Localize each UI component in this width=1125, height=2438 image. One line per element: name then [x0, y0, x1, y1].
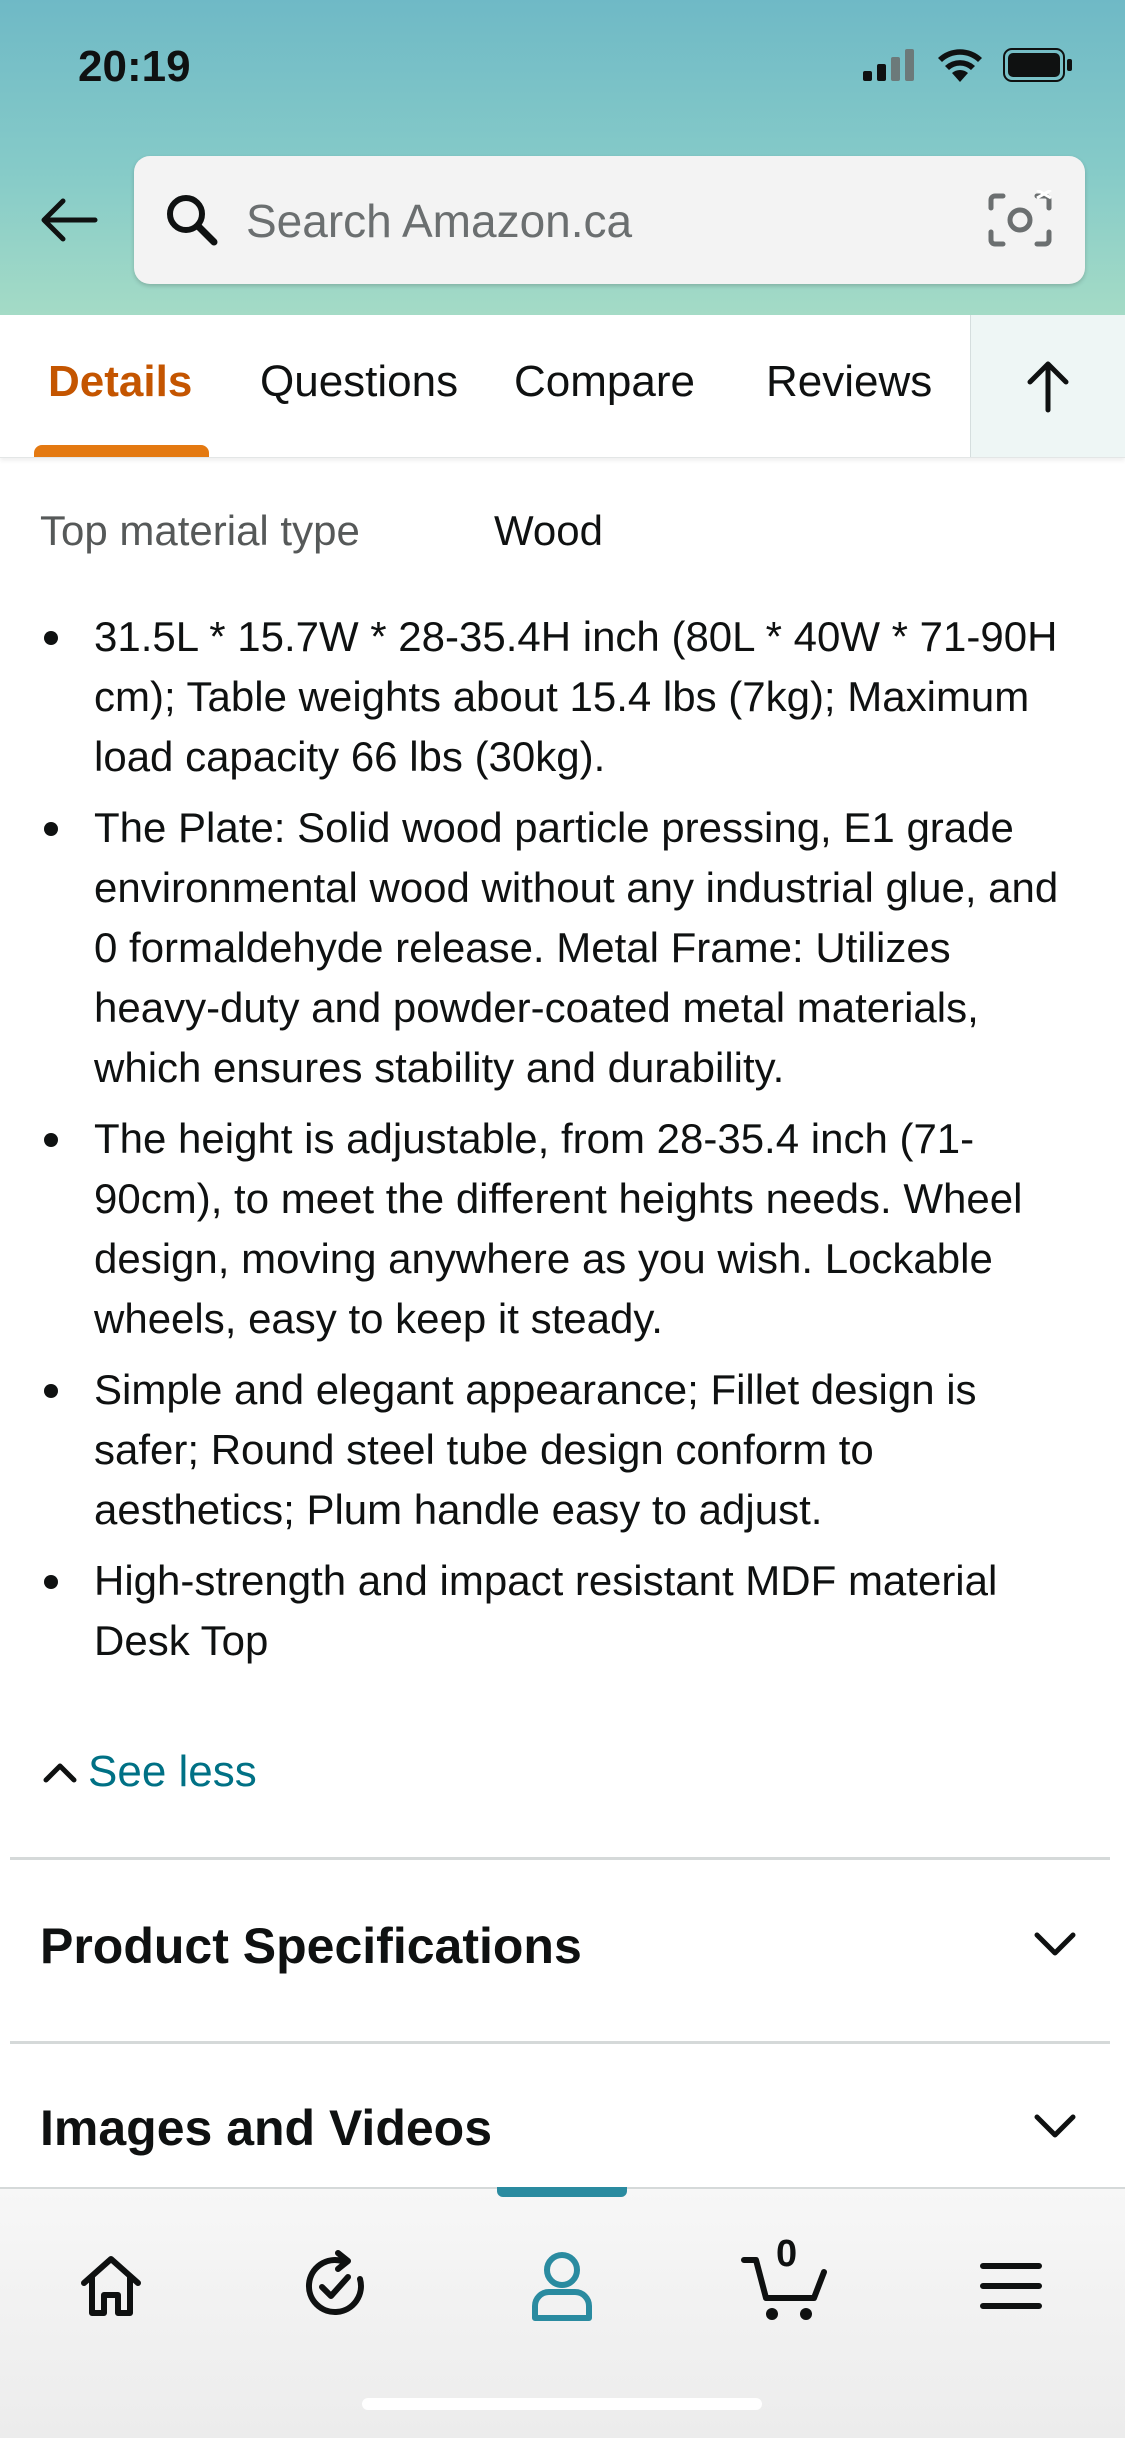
spec-value: Wood: [494, 507, 603, 554]
back-arrow-icon: [39, 196, 99, 244]
status-icons: [863, 48, 1073, 82]
section-title: Images and Videos: [40, 2100, 493, 2156]
bullet-text: The Plate: Solid wood particle pressing, E1 grade environmental wood without any industrial glue, and 0 formaldehyde release. Metal Frame: Utilizes heavy-duty and powder-coated metal materials, which ensures stability and durability.: [94, 804, 1059, 1091]
wifi-icon: [937, 48, 983, 82]
home-icon: [76, 2251, 146, 2321]
nav-cart[interactable]: [740, 2233, 830, 2331]
arrow-up-icon: [1024, 358, 1072, 414]
tab-reviews[interactable]: Reviews: [766, 357, 933, 406]
bullet-icon: [44, 1384, 58, 1398]
search-box[interactable]: [134, 156, 1085, 284]
chevron-down-icon: [1031, 2101, 1079, 2149]
see-less-link[interactable]: [40, 1747, 257, 1797]
list-item: [40, 1360, 1080, 1540]
bullet-text: High-strength and impact resistant MDF material Desk Top: [94, 1557, 998, 1664]
bullet-icon: [44, 1133, 58, 1147]
bullet-text: 31.5L * 15.7W * 28-35.4H inch (80L * 40W * 71-90H cm); Table weights about 15.4 lbs (7kg); Maximum load capacity 66 lbs (30kg).: [94, 613, 1058, 780]
nav-home[interactable]: [66, 2241, 156, 2331]
nav-menu[interactable]: [966, 2241, 1056, 2331]
active-nav-indicator: [497, 2187, 627, 2197]
nav-account[interactable]: [517, 2241, 607, 2331]
bullet-icon: [44, 822, 58, 836]
status-time: 20:19: [78, 42, 191, 91]
spec-label: Top material type: [40, 507, 360, 554]
see-less-label: See less: [88, 1747, 257, 1796]
account-icon: [527, 2248, 597, 2324]
list-item: [40, 1109, 1080, 1349]
search-input[interactable]: [244, 184, 1008, 258]
bullet-icon: [44, 631, 58, 645]
tab-compare[interactable]: Compare: [514, 357, 695, 406]
bullet-icon: [44, 1575, 58, 1589]
list-item: [40, 607, 1080, 787]
scroll-to-top-button[interactable]: [970, 315, 1125, 457]
refresh-icon: [298, 2249, 372, 2323]
nav-buy-again[interactable]: [290, 2241, 380, 2331]
section-tabs: [0, 315, 1125, 458]
section-title: Product Specifications: [40, 1918, 582, 1974]
bullet-text: The height is adjustable, from 28-35.4 inch (71-90cm), to meet the different heights needs. Wheel design, moving anywhere as you wish. Lockable wheels, easy to keep it steady.: [94, 1115, 1023, 1342]
back-button[interactable]: [34, 185, 104, 255]
tab-questions[interactable]: Questions: [260, 357, 459, 406]
chevron-up-icon: [40, 1752, 80, 1792]
product-details: [0, 457, 1125, 2187]
bullet-text: Simple and elegant appearance; Fillet design is safer; Round steel tube design conform to aesthetics; Plum handle easy to adjust.: [94, 1366, 977, 1533]
divider: [10, 2041, 1110, 2044]
cart-count: 0: [776, 2233, 798, 2275]
divider: [10, 1857, 1110, 1860]
menu-icon: [979, 2260, 1043, 2312]
active-tab-indicator: [34, 445, 209, 457]
chevron-down-icon: [1031, 1919, 1079, 1967]
header: [0, 0, 1125, 315]
search-icon: [162, 190, 222, 250]
signal-icon: [863, 49, 917, 81]
battery-icon: [1003, 48, 1073, 82]
tab-details[interactable]: Details: [48, 357, 193, 406]
home-indicator: [362, 2398, 762, 2410]
feature-bullets: [40, 607, 1080, 1682]
camera-search-icon[interactable]: [985, 190, 1055, 250]
list-item: [40, 1551, 1080, 1671]
list-item: [40, 798, 1080, 1098]
